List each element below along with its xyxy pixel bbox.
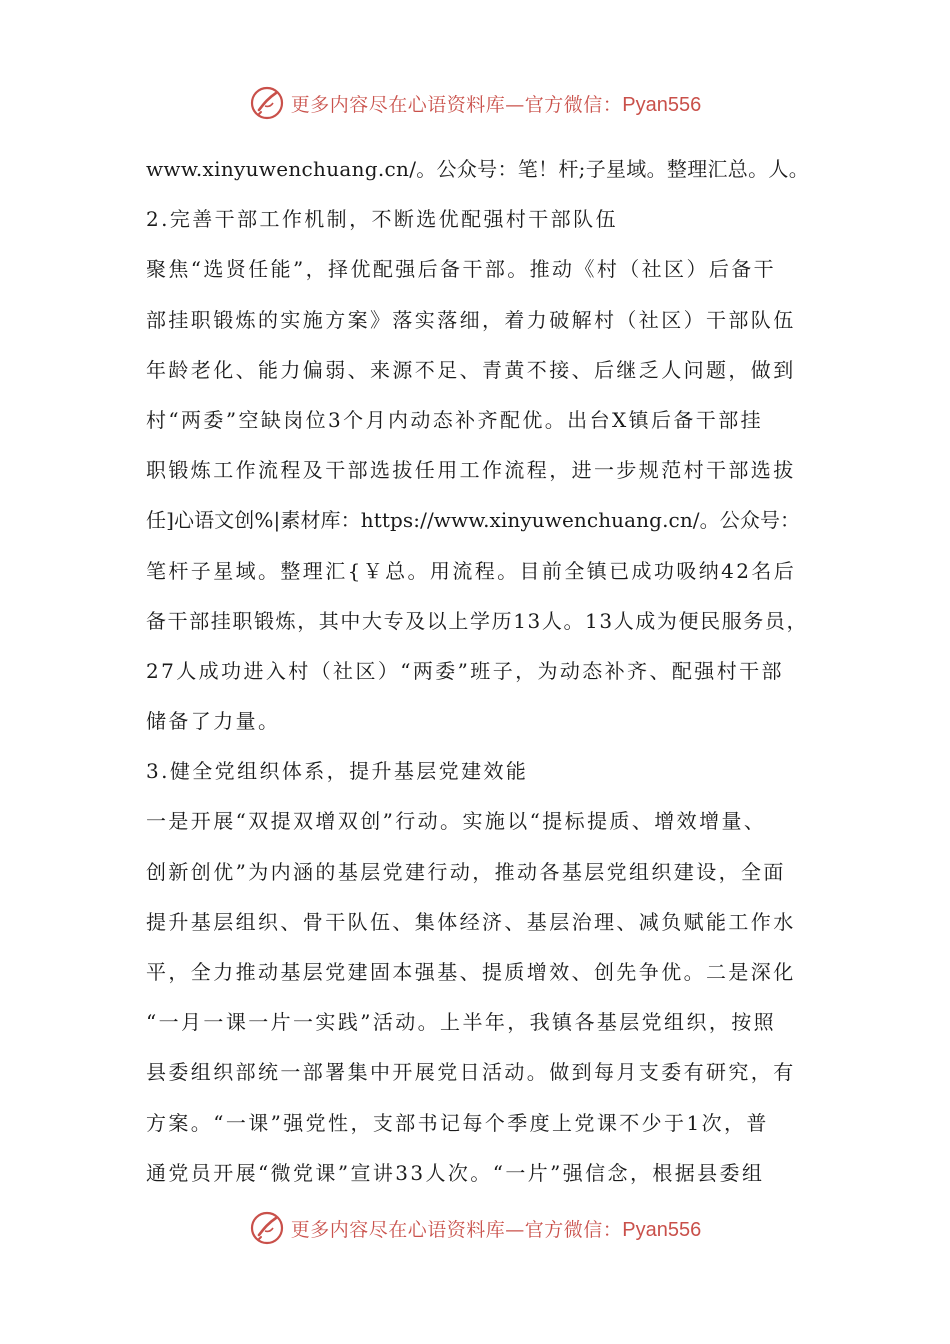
text-line: 县委组织部统一部署集中开展党日活动。做到每月支委有研究，有 bbox=[146, 1060, 796, 1085]
text-line: 聚焦“选贤任能”，择优配强后备干部。推动《村（社区）后备干 bbox=[146, 257, 777, 282]
footer-banner-text bbox=[291, 1215, 701, 1242]
text-line: www.xinyuwenchuang.cn/。公众号：笔！杆;子星域。整理汇总。人。 bbox=[146, 157, 809, 181]
text-line: 27人成功进入村（社区）“两委”班子，为动态补齐、配强村干部 bbox=[146, 658, 784, 683]
text-line: 通党员开展“微党课”宣讲33人次。“一片”强信念，根据县委组 bbox=[146, 1160, 765, 1185]
text-line: 储备了力量。 bbox=[146, 709, 281, 734]
section-heading: 2.完善干部工作机制，不断选优配强村干部队伍 bbox=[146, 207, 618, 232]
text-line: 平，全力推动基层党建固本强基、提质增效、创先争优。二是深化 bbox=[146, 960, 796, 984]
pen-logo-icon bbox=[249, 85, 285, 121]
text-line: 方案。“一课”强党性，支部书记每个季度上党课不少于1次，普 bbox=[146, 1110, 769, 1135]
header-banner-text bbox=[291, 90, 701, 117]
section-heading: 3.健全党组织体系，提升基层党建效能 bbox=[146, 759, 529, 784]
header-wechat-id: Pyan556 bbox=[622, 93, 702, 116]
text-line: 职锻炼工作流程及干部选拔任用工作流程，进一步规范村干部选拔 bbox=[146, 458, 796, 483]
text-line: 年龄老化、能力偏弱、来源不足、青黄不接、后继乏人问题，做到 bbox=[146, 357, 796, 382]
header-banner-label: 更多内容尽在心语资料库—官方微信： bbox=[290, 93, 623, 116]
document-body bbox=[146, 149, 810, 1203]
text-line: 一是开展“双提双增双创”行动。实施以“提标提质、增效增量、 bbox=[146, 809, 767, 834]
text-line: 创新创优”为内涵的基层党建行动，推动各基层党组织建设，全面 bbox=[146, 859, 786, 884]
text-line: 笔杆子星域。整理汇{￥总。用流程。目前全镇已成功吸纳42名后 bbox=[146, 558, 797, 583]
footer-banner-label: 更多内容尽在心语资料库—官方微信： bbox=[290, 1218, 623, 1241]
text-line: 备干部挂职锻炼，其中大专及以上学历13人。13人成为便民服务员， bbox=[146, 608, 809, 633]
text-line: 部挂职锻炼的实施方案》落实落细，着力破解村（社区）干部队伍 bbox=[146, 307, 796, 332]
text-line: 提升基层组织、骨干队伍、集体经济、基层治理、减负赋能工作水 bbox=[146, 909, 796, 934]
pen-logo-icon bbox=[249, 1210, 285, 1246]
text-line: “一月一课一片一实践”活动。上半年，我镇各基层党组织，按照 bbox=[146, 1010, 777, 1035]
text-line: 任]心语文创%|素材库：https://www.xinyuwenchuang.cn/。公众号： bbox=[146, 508, 801, 533]
footer-banner bbox=[0, 1206, 950, 1250]
text-line: 村“两委”空缺岗位3个月内动态补齐配优。出台X镇后备干部挂 bbox=[146, 407, 764, 432]
footer-wechat-id: Pyan556 bbox=[622, 1218, 702, 1241]
header-banner bbox=[0, 81, 950, 125]
